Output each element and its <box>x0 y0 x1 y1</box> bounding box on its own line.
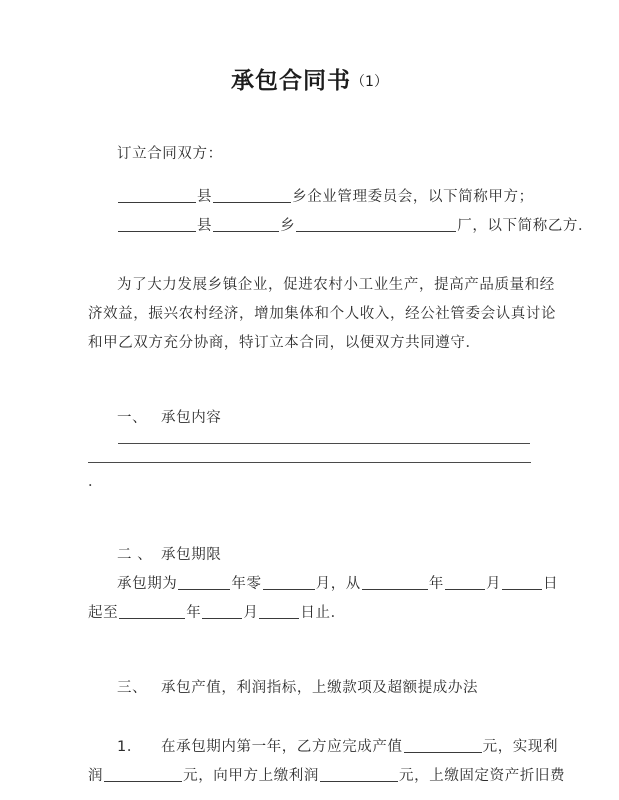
term-line-2 <box>88 599 531 628</box>
page-title <box>0 0 619 96</box>
term-after-3: 年 <box>428 575 445 592</box>
start-year-blank[interactable] <box>362 574 428 590</box>
section-heading-2 <box>88 541 531 570</box>
profit-value-blank[interactable] <box>104 766 182 782</box>
page-title-suffix: （1） <box>351 74 388 90</box>
term-lead: 承包期为 <box>117 575 178 592</box>
term-after-5: 日 <box>543 575 559 592</box>
start-day-blank[interactable] <box>502 574 542 590</box>
content-fill-rule-1[interactable] <box>118 443 530 444</box>
section-heading-3 <box>88 674 531 703</box>
section-2-number: 二 、 <box>117 546 153 563</box>
item-1-after: 元，实现利 <box>482 738 559 755</box>
intro-paragraph-line-3: 和甲乙双方充分协商，特订立本合同，以便双方共同遵守． <box>88 334 481 351</box>
term2-lead: 起至 <box>88 604 119 621</box>
section-1-number: 一、 <box>117 409 148 426</box>
party-a-township-blank[interactable] <box>213 187 291 203</box>
item-1-line-1 <box>88 733 559 762</box>
end-year-blank[interactable] <box>119 603 185 619</box>
end-day-blank[interactable] <box>259 603 299 619</box>
term-after-2: 月，从 <box>315 575 361 592</box>
party-b-seg2: 乡 <box>280 217 296 234</box>
start-month-blank[interactable] <box>445 574 485 590</box>
item-1-line2-after-1: 元，向甲方上缴利润 <box>183 767 320 784</box>
section-1-title: 承包内容 <box>161 409 222 426</box>
term2-after-3: 日止． <box>300 604 346 621</box>
item-1-line2-lead: 润 <box>88 767 104 784</box>
content-fill-rule-2[interactable] <box>88 462 531 463</box>
term-line-1 <box>88 570 559 599</box>
spacer <box>88 628 531 674</box>
item-1-lead: 在承包期内第一年，乙方应完成产值 <box>161 738 403 755</box>
section-3-title: 承包产值，利润指标，上缴款项及超额提成办法 <box>161 679 479 696</box>
spacer <box>88 495 531 541</box>
end-month-blank[interactable] <box>202 603 242 619</box>
party-b-seg3: 厂，以下简称乙方． <box>457 217 594 234</box>
item-1-marker: 1． <box>117 738 142 755</box>
term2-after-1: 年 <box>186 604 202 621</box>
document-body <box>0 140 619 791</box>
party-a-seg2: 乡企业管理委员会，以下简称甲方； <box>292 188 534 205</box>
term-months-blank[interactable] <box>263 574 315 590</box>
party-a-seg1: 县 <box>197 188 213 205</box>
section-heading-1 <box>88 404 531 433</box>
intro-paragraph-line-1: 为了大力发展乡镇企业，促进农村小工业生产，提高产品质量和经 <box>117 276 555 293</box>
term-years-blank[interactable] <box>178 574 230 590</box>
remit-profit-blank[interactable] <box>320 766 398 782</box>
term-after-1: 年零 <box>231 575 262 592</box>
item-1-line-2 <box>88 762 566 791</box>
item-1-line2-after-2: 元，上缴固定资产折旧费 <box>399 767 566 784</box>
party-b-line <box>88 212 594 241</box>
preamble-label: 订立合同双方： <box>117 145 223 162</box>
output-value-blank[interactable] <box>404 737 482 753</box>
term2-after-2: 月 <box>243 604 259 621</box>
party-a-line <box>88 183 534 212</box>
term-after-4: 月 <box>486 575 502 592</box>
page-title-main: 承包合同书 <box>231 68 352 94</box>
party-a-county-blank[interactable] <box>118 187 196 203</box>
spacer <box>88 358 531 404</box>
section-3-number: 三、 <box>117 679 148 696</box>
party-b-factory-blank[interactable] <box>296 216 456 232</box>
spacer <box>88 169 531 183</box>
spacer <box>88 241 531 271</box>
party-b-seg1: 县 <box>197 217 213 234</box>
spacer <box>88 703 531 733</box>
party-b-county-blank[interactable] <box>118 216 196 232</box>
intro-paragraph-line-2: 济效益，振兴农村经济，增加集体和个人收入，经公社管委会认真讨论 <box>88 305 557 322</box>
party-b-township-blank[interactable] <box>213 216 279 232</box>
content-trailing-period: ． <box>88 473 103 490</box>
section-2-title: 承包期限 <box>161 546 222 563</box>
